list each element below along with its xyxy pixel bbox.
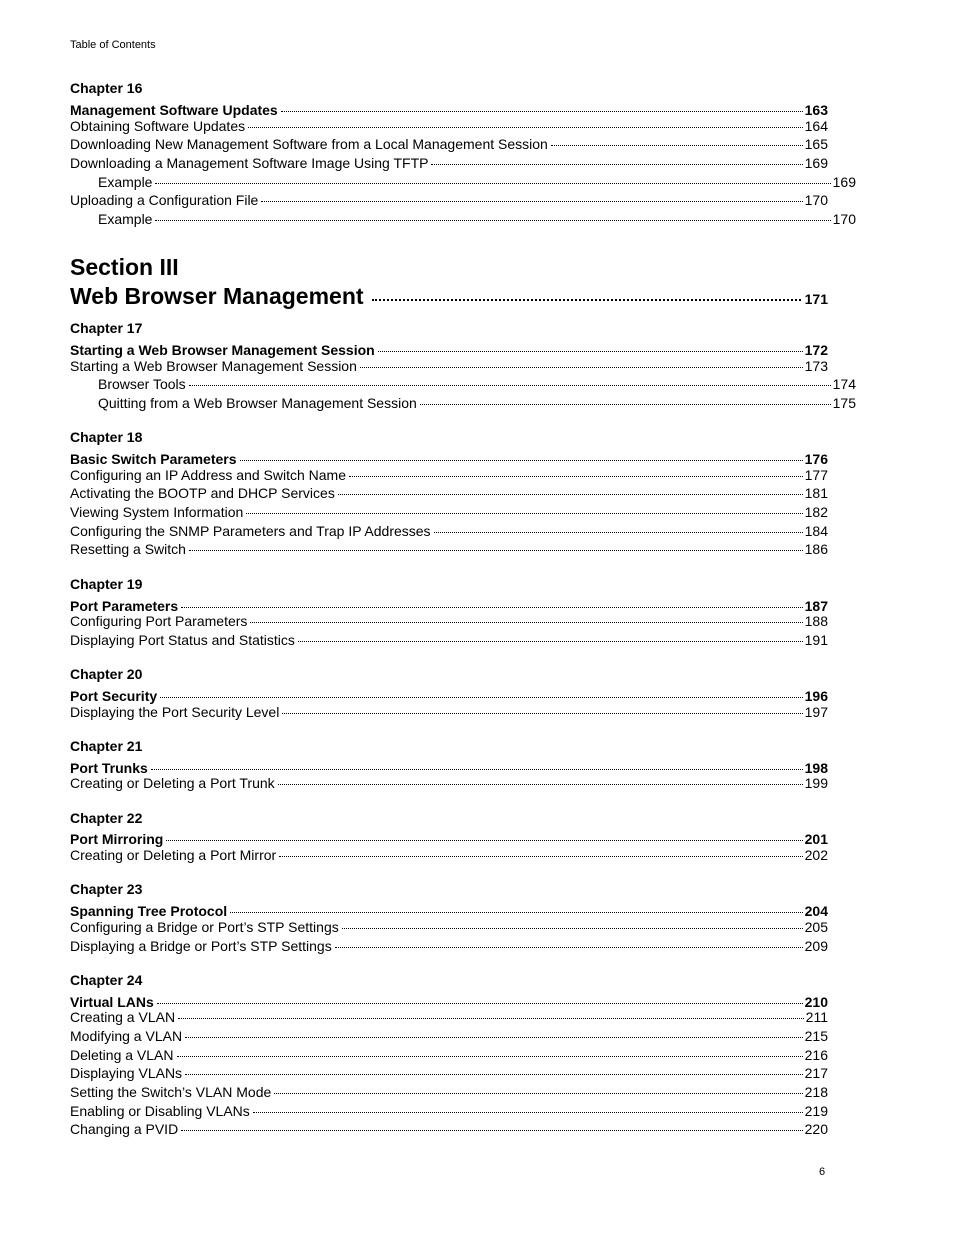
entry-page: 182 xyxy=(804,504,828,520)
entry-title: Browser Tools xyxy=(98,376,186,392)
entry-title: Downloading New Management Software from a Local Management Session xyxy=(70,136,548,152)
dot-leader xyxy=(185,1074,803,1075)
dot-leader xyxy=(372,299,801,301)
entry-title: Enabling or Disabling VLANs xyxy=(70,1103,250,1119)
dot-leader xyxy=(155,220,830,221)
dot-leader xyxy=(240,460,803,461)
entry-page: 187 xyxy=(804,598,828,614)
entry-title: Starting a Web Browser Management Session xyxy=(70,358,357,374)
entry-page: 169 xyxy=(804,155,828,171)
entry-title: Starting a Web Browser Management Session xyxy=(70,342,375,358)
entry-title: Viewing System Information xyxy=(70,504,244,520)
running-header: Table of Contents xyxy=(70,39,156,51)
toc-entry[interactable] xyxy=(70,155,828,172)
dot-leader xyxy=(166,840,802,841)
toc-entry[interactable] xyxy=(70,775,828,792)
dot-leader xyxy=(189,385,831,386)
entry-title: Deleting a VLAN xyxy=(70,1047,174,1063)
dot-leader xyxy=(279,856,802,857)
entry-page: 170 xyxy=(832,211,856,227)
entry-page: 199 xyxy=(804,775,828,791)
chapter-21-label: Chapter 21 xyxy=(70,738,143,754)
chapter-18-label: Chapter 18 xyxy=(70,429,143,445)
dot-leader xyxy=(338,494,803,495)
entry-title: Displaying a Bridge or Port’s STP Settings xyxy=(70,938,332,954)
toc-entry[interactable] xyxy=(70,1028,828,1045)
chapter-22-label: Chapter 22 xyxy=(70,810,143,826)
toc-entry-chapter-title[interactable] xyxy=(70,102,828,119)
entry-title: Port Mirroring xyxy=(70,831,164,847)
entry-title: Quitting from a Web Browser Management Session xyxy=(98,395,417,411)
toc-entry[interactable] xyxy=(70,938,828,955)
dot-leader xyxy=(181,607,802,608)
toc-entry-chapter-title[interactable] xyxy=(70,342,828,359)
entry-page: 198 xyxy=(804,760,828,776)
toc-entry[interactable] xyxy=(70,1009,828,1026)
entry-title: Configuring an IP Address and Switch Name xyxy=(70,467,347,483)
entry-page: 205 xyxy=(804,919,828,935)
entry-title: Configuring Port Parameters xyxy=(70,613,248,629)
page-number: 6 xyxy=(819,1166,826,1178)
entry-title: Basic Switch Parameters xyxy=(70,451,237,467)
entry-title: Displaying Port Status and Statistics xyxy=(70,632,295,648)
toc-entry[interactable] xyxy=(70,1084,828,1101)
toc-entry[interactable] xyxy=(70,467,828,484)
dot-leader xyxy=(157,1003,803,1004)
dot-leader xyxy=(189,550,803,551)
entry-title: Displaying the Port Security Level xyxy=(70,704,280,720)
toc-entry-chapter-title[interactable] xyxy=(70,688,828,705)
toc-entry-section[interactable] xyxy=(70,283,828,310)
entry-title: Configuring a Bridge or Port’s STP Settings xyxy=(70,919,339,935)
toc-entry[interactable] xyxy=(70,919,828,936)
toc-entry-chapter-title[interactable] xyxy=(70,831,828,848)
entry-title: Virtual LANs xyxy=(70,994,154,1010)
toc-entry[interactable] xyxy=(70,1103,828,1120)
entry-page: 202 xyxy=(804,847,828,863)
chapter-23-label: Chapter 23 xyxy=(70,881,143,897)
dot-leader xyxy=(434,532,803,533)
entry-page: 181 xyxy=(804,485,828,501)
toc-entry[interactable] xyxy=(70,192,828,209)
entry-page: 211 xyxy=(805,1009,828,1025)
dot-leader xyxy=(335,947,803,948)
toc-entry[interactable] xyxy=(70,704,828,721)
dot-leader xyxy=(360,367,803,368)
dot-leader xyxy=(261,201,802,202)
entry-page: 217 xyxy=(804,1065,828,1081)
toc-entry-subsection[interactable] xyxy=(70,376,856,393)
entry-page: 169 xyxy=(832,174,856,190)
dot-leader xyxy=(160,697,803,698)
entry-title: Port Trunks xyxy=(70,760,148,776)
dot-leader xyxy=(274,1093,802,1094)
entry-page: 163 xyxy=(804,102,828,118)
toc-entry[interactable] xyxy=(70,613,828,630)
dot-leader xyxy=(246,513,802,514)
entry-page: 201 xyxy=(804,831,828,847)
entry-page: 188 xyxy=(804,613,828,629)
dot-leader xyxy=(181,1130,802,1131)
entry-title: Management Software Updates xyxy=(70,102,278,118)
entry-page: 170 xyxy=(804,192,828,208)
entry-title: Changing a PVID xyxy=(70,1121,179,1137)
toc-entry[interactable] xyxy=(70,541,828,558)
entry-page: 176 xyxy=(804,451,828,467)
toc-entry[interactable] xyxy=(70,847,828,864)
toc-entry[interactable] xyxy=(70,358,828,375)
toc-entry-chapter-title[interactable] xyxy=(70,451,828,468)
dot-leader xyxy=(282,713,802,714)
dot-leader xyxy=(378,351,803,352)
dot-leader xyxy=(298,641,803,642)
entry-page: 165 xyxy=(804,136,828,152)
entry-title: Uploading a Configuration File xyxy=(70,192,259,208)
toc-entry-subsection[interactable] xyxy=(70,174,856,191)
entry-page: 215 xyxy=(804,1028,828,1044)
toc-entry[interactable] xyxy=(70,118,828,135)
entry-page: 184 xyxy=(804,523,828,539)
entry-page: 216 xyxy=(804,1047,828,1063)
entry-title: Displaying VLANs xyxy=(70,1065,183,1081)
entry-title: Downloading a Management Software Image Using TFTP xyxy=(70,155,429,171)
section-page: 171 xyxy=(804,291,828,307)
entry-page: 219 xyxy=(804,1103,828,1119)
toc-entry[interactable] xyxy=(70,523,828,540)
chapter-24-label: Chapter 24 xyxy=(70,972,143,988)
entry-title: Example xyxy=(98,174,153,190)
dot-leader xyxy=(151,769,803,770)
dot-leader xyxy=(420,404,831,405)
entry-page: 173 xyxy=(804,358,828,374)
entry-page: 218 xyxy=(804,1084,828,1100)
dot-leader xyxy=(431,164,802,165)
entry-page: 174 xyxy=(832,376,856,392)
section-label: Section III xyxy=(70,254,179,280)
toc-entry[interactable] xyxy=(70,485,828,502)
dot-leader xyxy=(281,111,803,112)
toc-entry[interactable] xyxy=(70,1065,828,1082)
dot-leader xyxy=(253,1112,803,1113)
entry-page: 177 xyxy=(804,467,828,483)
toc-entry[interactable] xyxy=(70,136,828,153)
toc-entry[interactable] xyxy=(70,504,828,521)
dot-leader xyxy=(185,1037,803,1038)
dot-leader xyxy=(250,622,802,623)
toc-entry[interactable] xyxy=(70,632,828,649)
entry-page: 186 xyxy=(804,541,828,557)
entry-page: 209 xyxy=(804,938,828,954)
dot-leader xyxy=(178,1018,804,1019)
entry-page: 164 xyxy=(804,118,828,134)
entry-page: 204 xyxy=(804,903,828,919)
toc-entry-subsection[interactable] xyxy=(70,395,856,412)
toc-entry-subsection[interactable] xyxy=(70,211,856,228)
dot-leader xyxy=(342,928,803,929)
entry-title: Modifying a VLAN xyxy=(70,1028,183,1044)
chapter-17-label: Chapter 17 xyxy=(70,320,143,336)
entry-title: Port Security xyxy=(70,688,158,704)
entry-title: Resetting a Switch xyxy=(70,541,186,557)
chapter-20-label: Chapter 20 xyxy=(70,666,143,682)
entry-title: Configuring the SNMP Parameters and Trap IP Addresses xyxy=(70,523,431,539)
entry-title: Creating a VLAN xyxy=(70,1009,176,1025)
dot-leader xyxy=(551,145,803,146)
entry-title: Example xyxy=(98,211,153,227)
entry-page: 175 xyxy=(832,395,856,411)
dot-leader xyxy=(278,784,803,785)
chapter-16-label: Chapter 16 xyxy=(70,80,143,96)
entry-page: 191 xyxy=(804,632,828,648)
entry-page: 210 xyxy=(804,994,828,1010)
dot-leader xyxy=(155,183,830,184)
dot-leader xyxy=(248,127,803,128)
entry-title: Port Parameters xyxy=(70,598,179,614)
dot-leader xyxy=(230,912,803,913)
toc-entry-chapter-title[interactable] xyxy=(70,903,828,920)
chapter-19-label: Chapter 19 xyxy=(70,576,143,592)
entry-page: 220 xyxy=(804,1121,828,1137)
toc-entry[interactable] xyxy=(70,1121,828,1138)
entry-title: Activating the BOOTP and DHCP Services xyxy=(70,485,335,501)
entry-title: Creating or Deleting a Port Mirror xyxy=(70,847,277,863)
entry-page: 172 xyxy=(804,342,828,358)
dot-leader xyxy=(177,1056,803,1057)
entry-title: Setting the Switch’s VLAN Mode xyxy=(70,1084,272,1100)
dot-leader xyxy=(349,476,803,477)
entry-title: Spanning Tree Protocol xyxy=(70,903,228,919)
toc-entry[interactable] xyxy=(70,1047,828,1064)
entry-title: Obtaining Software Updates xyxy=(70,118,246,134)
entry-page: 197 xyxy=(804,704,828,720)
section-title: Web Browser Management xyxy=(70,283,364,309)
entry-title: Creating or Deleting a Port Trunk xyxy=(70,775,275,791)
entry-page: 196 xyxy=(804,688,828,704)
